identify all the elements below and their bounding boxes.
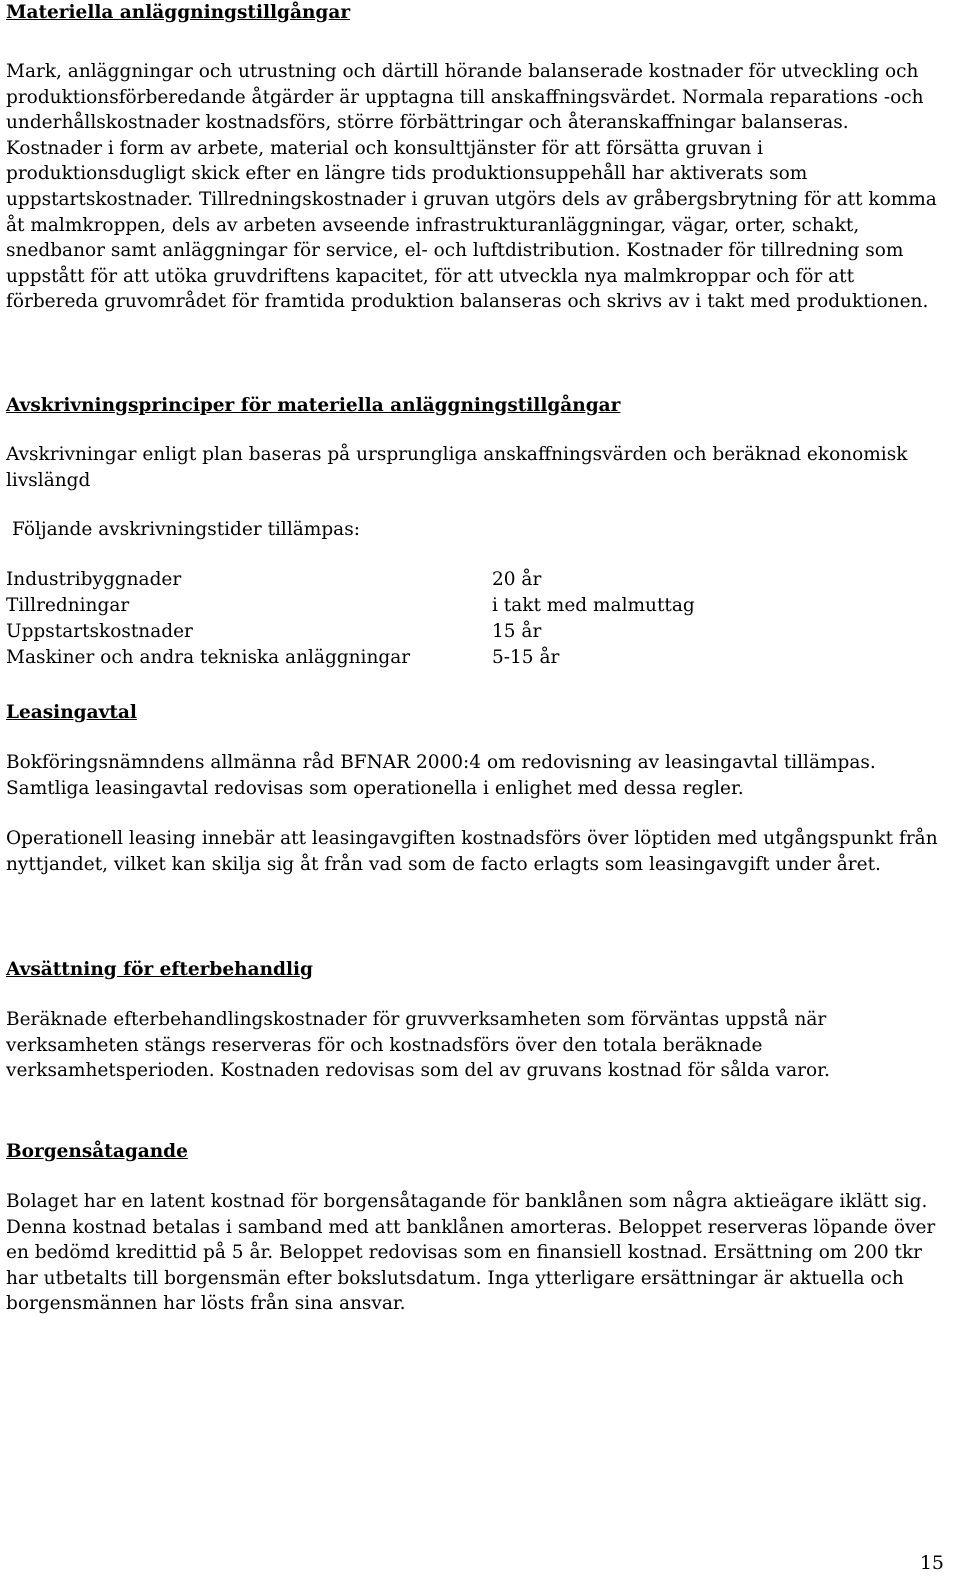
section-avskrivningsprinciper bbox=[6, 393, 944, 671]
sentence: Samtliga leasingavtal redovisas som operationella i enlighet med dessa regler. bbox=[6, 777, 744, 799]
section-borgensatagande bbox=[6, 1139, 944, 1317]
section-heading: Avskrivningsprinciper för materiella anläggningstillgångar bbox=[6, 395, 621, 416]
section-heading: Avsättning för efterbehandlig bbox=[6, 959, 313, 980]
period-cell: 15 år bbox=[492, 620, 542, 642]
sentence: Denna kostnad betalas i samband med att banklånen amorteras. bbox=[6, 1216, 613, 1238]
sentence: Kostnaden redovisas som del av gruvans kostnad för sålda varor. bbox=[220, 1060, 830, 1082]
section-leasingavtal bbox=[6, 700, 944, 877]
page-number: 15 bbox=[919, 1552, 944, 1574]
sentence: Tillredningskostnader i gruvan utgörs dels av gråbergsbrytning för att komma åt malmkroppen, dels av arbeten avseende infrastrukturanläggningar, vägar, orter, schakt, snedbanor samt anläggningar för service, el- och luftdistribution. bbox=[6, 188, 937, 262]
sentence: Kostnader i form av arbete, material och konsulttjänster för att försätta gruvan i produktionsdugligt skick efter en längre tids produktionsuppehåll har aktiverats som uppstartskostnader. bbox=[6, 137, 808, 210]
table-row bbox=[6, 593, 695, 619]
depreciation-table bbox=[6, 567, 695, 671]
section-paragraph bbox=[6, 1189, 944, 1317]
section-paragraph bbox=[6, 442, 944, 493]
asset-cell: Uppstartskostnader bbox=[6, 620, 193, 642]
sentence: Bolaget har en latent kostnad för borgensåtagande för banklånen som några aktieägare iklätt sig. bbox=[6, 1191, 928, 1212]
table-row bbox=[6, 645, 695, 671]
sentence: Mark, anläggningar och utrustning och därtill hörande balanserade kostnader för utveckling och produktionsförberedande åtgärder är upptagna till anskaffningsvärdet. bbox=[6, 61, 919, 108]
section-materiella-anlaggningstillgangar bbox=[6, 0, 944, 315]
document-page bbox=[6, 0, 954, 1593]
section-paragraph bbox=[6, 826, 944, 877]
period-cell: 5-15 år bbox=[492, 646, 560, 668]
sentence: Inga ytterligare ersättningar är aktuella och borgensmännen har lösts från sina ansvar. bbox=[6, 1267, 904, 1315]
sentence: Normala reparations -och underhållskostnader kostnadsförs, större förbättringar och återanskaffningar balanseras. bbox=[6, 86, 924, 134]
table-row bbox=[6, 619, 695, 645]
sentence: Operationell leasing innebär att leasingavgiften kostnadsförs över löptiden med utgångspunkt från nyttjandet, vilket kan skilja sig åt från vad som de facto erlagts som leasingavgift under året. bbox=[6, 828, 938, 875]
sentence: Beloppet reserveras löpande över en bedömd kredittid på 5 år. bbox=[6, 1216, 936, 1264]
sentence: Beloppet redovisas som en finansiell kostnad. bbox=[279, 1242, 708, 1264]
sentence: Avskrivningar enligt plan baseras på ursprungliga anskaffningsvärden och beräknad ekonomisk livslängd bbox=[6, 444, 908, 491]
period-cell: 20 år bbox=[492, 568, 542, 590]
section-heading: Borgensåtagande bbox=[6, 1141, 188, 1162]
asset-cell: Tillredningar bbox=[6, 594, 130, 616]
period-cell: i takt med malmuttag bbox=[492, 594, 695, 616]
section-paragraph bbox=[6, 59, 944, 315]
sentence: Beräknade efterbehandlingskostnader för gruvverksamheten som förväntas uppstå när verksamheten stängs reserveras för och kostnadsförs över den totala beräknade verksamhetsperioden. bbox=[6, 1009, 827, 1082]
section-heading: Leasingavtal bbox=[6, 702, 137, 723]
section-paragraph bbox=[6, 1007, 944, 1084]
asset-cell: Industribyggnader bbox=[6, 568, 182, 590]
sentence: Ersättning om 200 tkr har utbetalts till borgensmän efter bokslutsdatum. bbox=[6, 1242, 923, 1289]
table-intro: Följande avskrivningstider tillämpas: bbox=[12, 519, 360, 541]
section-paragraph bbox=[6, 750, 944, 801]
section-avsattning-for-efterbehandlig bbox=[6, 957, 944, 1084]
sentence: Kostnader för tillredning som uppstått för att utöka gruvdriftens kapacitet, för att utveckla nya malmkroppar och för att förbereda gruvområdet för framtida produktion balanseras och skrivs av i takt med produktionen. bbox=[6, 240, 929, 313]
table-row bbox=[6, 567, 695, 593]
section-heading: Materiella anläggningstillgångar bbox=[6, 2, 351, 23]
asset-cell: Maskiner och andra tekniska anläggningar bbox=[6, 646, 411, 668]
sentence: Bokföringsnämndens allmänna råd BFNAR 2000:4 om redovisning av leasingavtal tillämpas. bbox=[6, 752, 876, 773]
